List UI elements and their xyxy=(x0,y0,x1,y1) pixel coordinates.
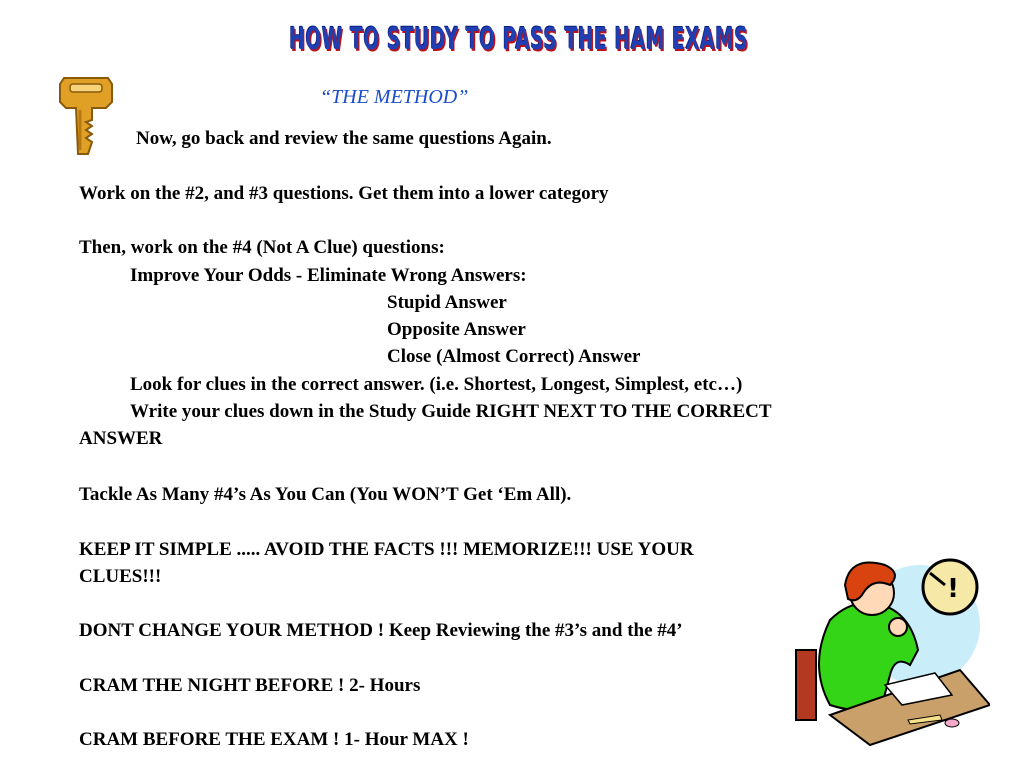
subtitle: “THE METHOD” xyxy=(320,86,469,108)
clock-mark: ! xyxy=(947,574,959,604)
instruction-line: CRAM BEFORE THE EXAM ! 1- Hour MAX ! xyxy=(79,729,469,750)
instruction-line: ANSWER xyxy=(79,428,163,449)
slide-title: HOW TO STUDY TO PASS THE HAM EXAMS xyxy=(289,22,749,57)
instruction-line: Work on the #2, and #3 questions. Get them into a lower category xyxy=(79,183,609,204)
instruction-line: Then, work on the #4 (Not A Clue) questions: xyxy=(79,237,445,258)
instruction-line: DONT CHANGE YOUR METHOD ! Keep Reviewing the #3’s and the #4’ xyxy=(79,620,683,641)
instruction-line: Now, go back and review the same questions Again. xyxy=(136,128,552,149)
list-item: Stupid Answer xyxy=(387,292,507,313)
instruction-line: Look for clues in the correct answer. (i.e. Shortest, Longest, Simplest, etc…) xyxy=(130,374,743,395)
instruction-line: CLUES!!! xyxy=(79,566,162,587)
key-icon xyxy=(56,74,116,158)
list-item: Opposite Answer xyxy=(387,319,526,340)
instruction-line: Improve Your Odds - Eliminate Wrong Answers: xyxy=(130,265,527,286)
instruction-line: KEEP IT SIMPLE ..... AVOID THE FACTS !!! MEMORIZE!!! USE YOUR xyxy=(79,539,694,560)
instruction-line: Tackle As Many #4’s As You Can (You WON’T Get ‘Em All). xyxy=(79,484,572,505)
student-studying-clipart xyxy=(790,555,990,755)
alarm-clock-icon xyxy=(923,560,977,614)
instruction-line: CRAM THE NIGHT BEFORE ! 2- Hours xyxy=(79,675,421,696)
instruction-line: Write your clues down in the Study Guide RIGHT NEXT TO THE CORRECT xyxy=(130,401,772,422)
list-item: Close (Almost Correct) Answer xyxy=(387,346,641,367)
